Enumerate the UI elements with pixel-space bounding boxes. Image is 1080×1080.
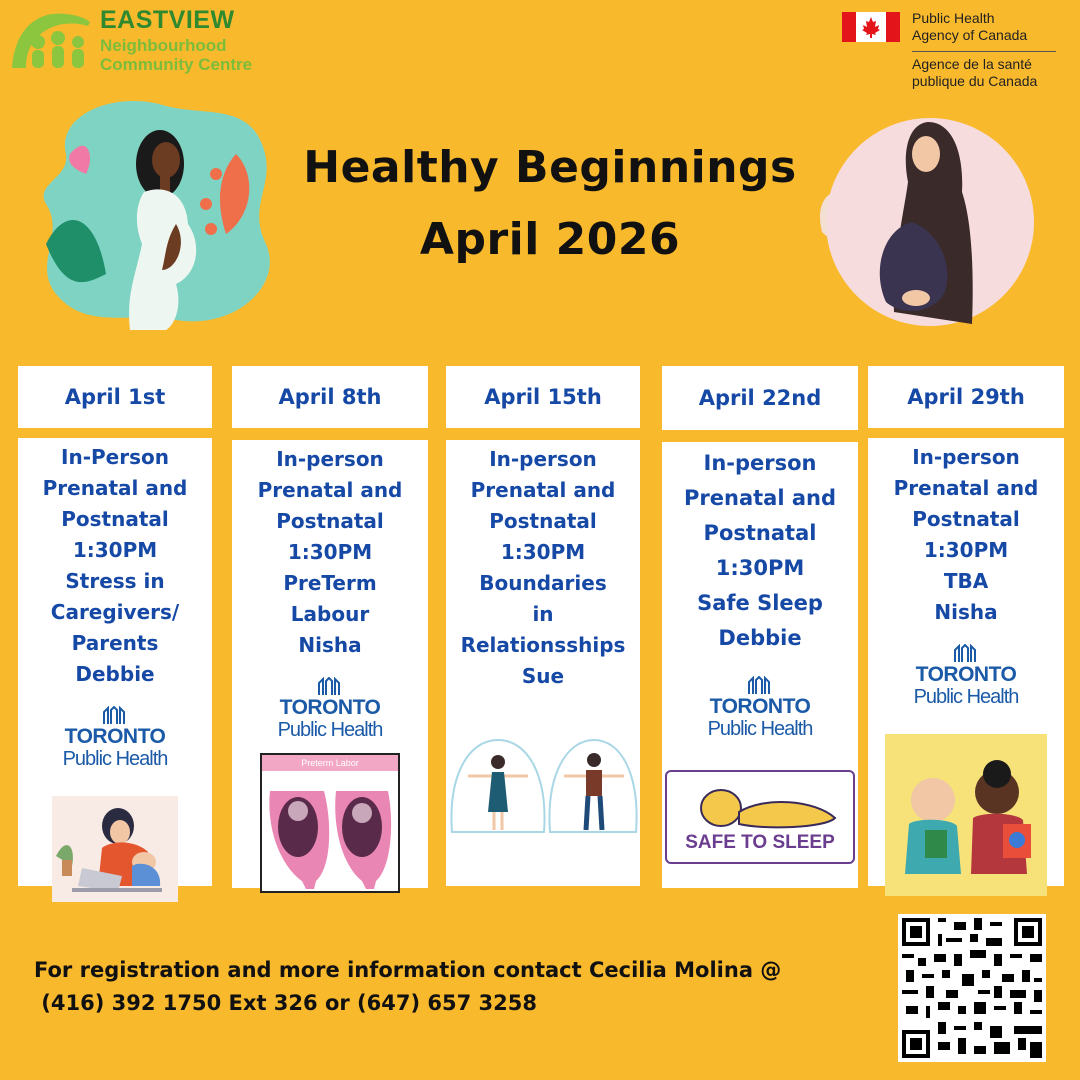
- toronto-logo-line-2: Public Health: [707, 718, 813, 740]
- toronto-logo-line-2: Public Health: [62, 748, 168, 770]
- toronto-logo-line-1: TORONTO: [64, 725, 166, 748]
- eastview-name: EASTVIEW: [100, 6, 235, 34]
- session-date-label: April 1st: [64, 385, 166, 409]
- contact-line-1: For registration and more information contact Cecilia Molina @: [34, 958, 782, 982]
- session-line: Nisha: [298, 633, 362, 657]
- session-line: 1:30PM: [715, 556, 805, 580]
- session-line: Boundaries: [479, 571, 607, 595]
- session-line: Sue: [521, 664, 565, 688]
- safe-to-sleep-logo: [665, 770, 855, 864]
- safe-to-sleep-text: SAFE TO SLEEP: [685, 832, 835, 853]
- session-card-april-15: [446, 440, 640, 886]
- session-line: Safe Sleep: [697, 591, 823, 615]
- session-card-april-8: [232, 440, 428, 888]
- session-line: Prenatal and: [470, 478, 616, 502]
- session-line: Postnatal: [276, 509, 384, 533]
- toronto-logo-line-1: TORONTO: [709, 695, 811, 718]
- canada-flag-icon: [842, 12, 900, 42]
- contact-phone-numbers: (416) 392 1750 Ext 326 or (647) 657 3258: [34, 991, 537, 1015]
- qr-code[interactable]: [898, 914, 1046, 1062]
- toronto-city-hall-icon: [318, 677, 340, 695]
- session-line: Debbie: [718, 626, 802, 650]
- session-line: Postnatal: [489, 509, 597, 533]
- session-line: Prenatal and: [684, 486, 836, 510]
- session-line: 1:30PM: [500, 540, 586, 564]
- toronto-city-hall-icon: [954, 644, 976, 662]
- toronto-public-health-logo: [60, 704, 170, 770]
- toronto-logo-line-2: Public Health: [277, 719, 383, 741]
- registration-contact: [34, 954, 854, 1020]
- phac-french-line-2: publique du Canada: [912, 73, 1038, 89]
- parent-with-baby-at-laptop-image: [52, 796, 178, 902]
- page-subtitle-date: April 2026: [419, 214, 681, 265]
- session-date-april-22: [662, 366, 858, 430]
- phac-logo: [842, 8, 1064, 92]
- boundaries-people-in-bubbles-image: [448, 736, 638, 836]
- session-line: TBA: [943, 569, 989, 593]
- toronto-logo-line-1: TORONTO: [279, 696, 381, 719]
- session-line: Prenatal and: [257, 478, 403, 502]
- eastview-subtitle-2: Community Centre: [100, 55, 253, 74]
- session-card-april-1: [18, 438, 212, 886]
- session-card-april-22: [662, 442, 858, 888]
- session-date-label: April 8th: [278, 385, 382, 409]
- preterm-labor-diagram: [260, 753, 400, 893]
- eastview-subtitle-1: Neighbourhood: [100, 36, 227, 55]
- toronto-public-health-logo: [911, 642, 1021, 708]
- toronto-public-health-logo: [275, 675, 385, 741]
- session-date-april-1: [18, 366, 212, 428]
- session-date-label: April 22nd: [698, 386, 822, 410]
- toronto-city-hall-icon: [103, 706, 125, 724]
- session-date-april-29: [868, 366, 1064, 428]
- toronto-city-hall-icon: [748, 676, 770, 694]
- session-line: Relationsships: [460, 633, 626, 657]
- session-line: Postnatal: [703, 521, 817, 545]
- community-people-icon: [8, 8, 92, 70]
- session-line: 1:30PM: [72, 538, 158, 562]
- sleeping-baby-icon: [685, 780, 845, 832]
- toronto-logo-line-2: Public Health: [913, 686, 1019, 708]
- session-line: Debbie: [75, 662, 155, 686]
- uterus-diagram-icon: [262, 771, 398, 891]
- session-line: Labour: [290, 602, 370, 626]
- session-line: Parents: [71, 631, 159, 655]
- session-date-label: April 15th: [484, 385, 602, 409]
- session-line: Prenatal and: [893, 476, 1039, 500]
- session-card-april-29: [868, 438, 1064, 886]
- session-line: in: [532, 602, 554, 626]
- page-title: Healthy Beginnings: [303, 142, 797, 193]
- session-date-april-8: [232, 366, 428, 428]
- session-line: In-person: [703, 451, 817, 475]
- toronto-logo-line-1: TORONTO: [915, 663, 1017, 686]
- session-line: Nisha: [934, 600, 998, 624]
- session-line: In-person: [489, 447, 597, 471]
- session-line: Caregivers/: [50, 600, 180, 624]
- session-line: 1:30PM: [923, 538, 1009, 562]
- session-line: PreTerm: [283, 571, 377, 595]
- session-line: Prenatal and: [42, 476, 188, 500]
- session-line: Postnatal: [912, 507, 1020, 531]
- toronto-public-health-logo: [705, 674, 815, 740]
- babies-with-books-image: [885, 734, 1047, 896]
- phac-divider: [912, 51, 1056, 52]
- session-line: Stress in: [65, 569, 165, 593]
- session-line: In-person: [276, 447, 384, 471]
- phac-french-line-1: Agence de la santé: [912, 56, 1032, 72]
- session-date-april-15: [446, 366, 640, 428]
- pregnant-woman-illustration-left: [26, 94, 286, 330]
- session-date-label: April 29th: [907, 385, 1025, 409]
- session-line: In-Person: [61, 445, 169, 469]
- phac-english-line-1: Public Health: [912, 10, 995, 26]
- session-line: 1:30PM: [287, 540, 373, 564]
- session-line: In-person: [912, 445, 1020, 469]
- eastview-logo: [8, 4, 308, 74]
- phac-english-line-2: Agency of Canada: [912, 27, 1028, 43]
- diagram-title: Preterm Labor: [262, 755, 398, 771]
- session-line: Postnatal: [61, 507, 169, 531]
